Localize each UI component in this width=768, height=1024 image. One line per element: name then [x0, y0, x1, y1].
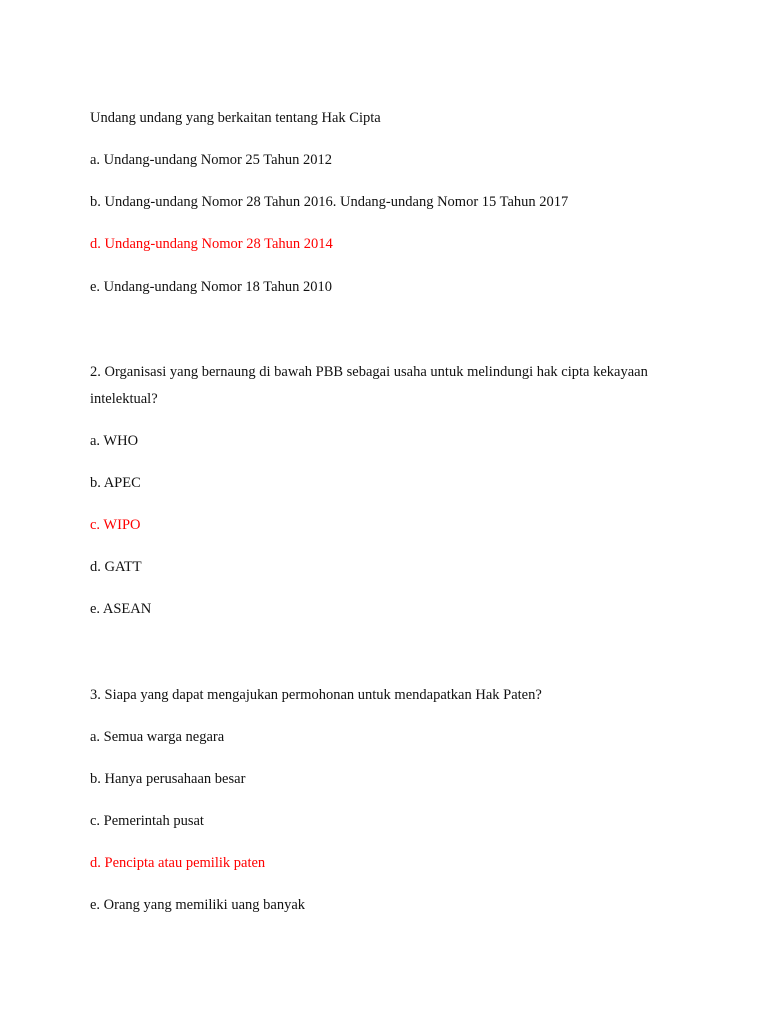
- question-1-option-a: a. Undang-undang Nomor 25 Tahun 2012: [90, 152, 332, 168]
- question-2-option-c-correct: c. WIPO: [90, 517, 141, 533]
- question-2-prompt-line-2: intelektual?: [90, 391, 158, 407]
- question-1-option-e: e. Undang-undang Nomor 18 Tahun 2010: [90, 279, 332, 295]
- question-3-option-e: e. Orang yang memiliki uang banyak: [90, 897, 306, 913]
- question-3-option-d-correct: d. Pencipta atau pemilik paten: [90, 855, 266, 871]
- question-3-option-b: b. Hanya perusahaan besar: [90, 771, 246, 787]
- question-1-option-b: b. Undang-undang Nomor 28 Tahun 2016. Undang-undang Nomor 15 Tahun 2017: [90, 194, 569, 210]
- question-3-option-a: a. Semua warga negara: [90, 729, 225, 745]
- question-1-prompt: Undang undang yang berkaitan tentang Hak Cipta: [90, 110, 381, 126]
- question-2-prompt-line-1: 2. Organisasi yang bernaung di bawah PBB sebagai usaha untuk melindungi hak cipta kekayaan: [90, 364, 648, 380]
- question-1-option-d-correct: d. Undang-undang Nomor 28 Tahun 2014: [90, 236, 333, 252]
- question-2-option-d: d. GATT: [90, 559, 142, 575]
- question-2-option-e: e. ASEAN: [90, 601, 152, 617]
- question-2-option-b: b. APEC: [90, 475, 141, 491]
- question-3-prompt: 3. Siapa yang dapat mengajukan permohonan untuk mendapatkan Hak Paten?: [90, 687, 542, 703]
- question-2-option-a: a. WHO: [90, 433, 139, 449]
- question-3-option-c: c. Pemerintah pusat: [90, 813, 204, 829]
